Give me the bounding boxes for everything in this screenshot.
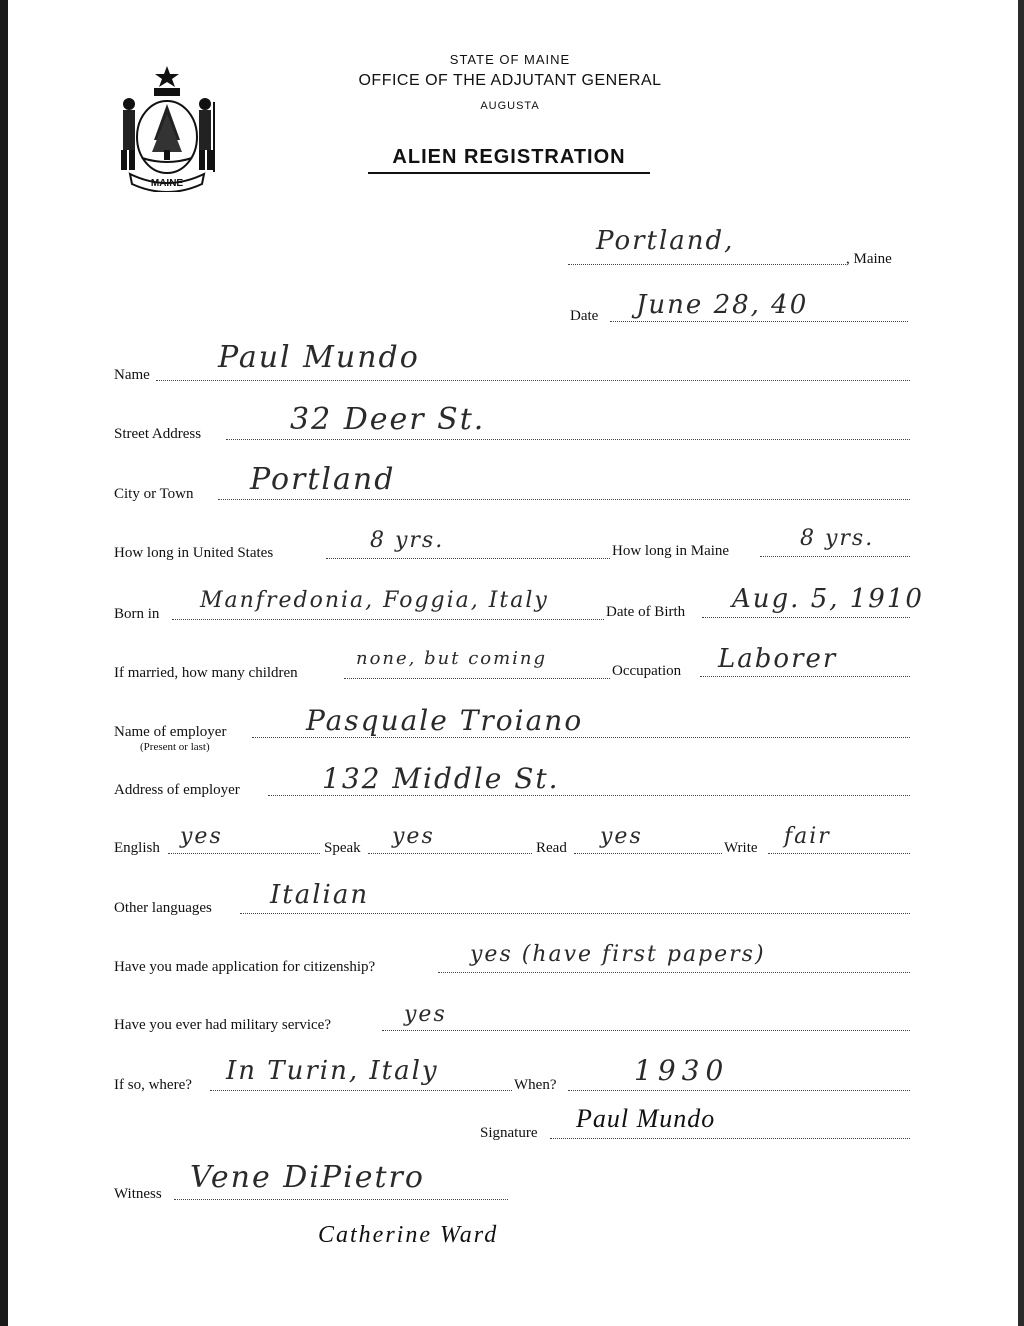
witness-label: Witness <box>114 1186 162 1202</box>
military-line <box>382 1030 910 1031</box>
date-line <box>610 321 908 322</box>
write-line <box>768 853 910 854</box>
form-title: ALIEN REGISTRATION <box>368 146 650 174</box>
born-line <box>172 619 604 620</box>
second-witness-value: Catherine Ward <box>318 1222 499 1248</box>
when-value: 1930 <box>634 1054 730 1087</box>
city-label: City or Town <box>114 486 194 502</box>
scan-edge-right <box>1018 0 1024 1326</box>
english-value: yes <box>180 824 223 849</box>
dob-line <box>702 617 910 618</box>
occupation-value: Laborer <box>718 644 838 674</box>
name-value: Paul Mundo <box>218 340 420 375</box>
dob-label: Date of Birth <box>606 604 686 620</box>
employer-sublabel: (Present or last) <box>140 741 210 753</box>
where-line <box>210 1090 512 1091</box>
children-value: none, but coming <box>356 648 548 669</box>
employer-value: Pasquale Troiano <box>306 704 584 737</box>
where-label: If so, where? <box>114 1077 192 1093</box>
citizenship-label: Have you made application for citizenship? <box>114 959 376 975</box>
street-label: Street Address <box>114 426 202 442</box>
maine-label: How long in Maine <box>612 543 730 559</box>
state-seal-icon <box>112 62 222 192</box>
maine-value: 8 yrs. <box>800 526 875 551</box>
born-label: Born in <box>114 606 160 622</box>
place-line <box>568 264 846 265</box>
signature-line <box>550 1138 910 1139</box>
street-line <box>226 439 910 440</box>
city-value: Portland <box>250 462 396 497</box>
born-value: Manfredonia, Foggia, Italy <box>200 588 549 613</box>
speak-label: Speak <box>324 840 361 856</box>
seal-text: MAINE <box>150 178 184 189</box>
employer-line <box>252 737 910 738</box>
english-line <box>168 853 320 854</box>
scan-edge-left <box>0 0 8 1326</box>
maine-line <box>760 556 910 557</box>
name-line <box>156 380 910 381</box>
when-line <box>568 1090 910 1091</box>
write-value: fair <box>784 824 831 849</box>
military-value: yes <box>404 1002 447 1027</box>
military-label: Have you ever had military service? <box>114 1017 331 1033</box>
us-value: 8 yrs. <box>370 528 445 553</box>
other-lang-label: Other languages <box>114 900 212 916</box>
read-value: yes <box>600 824 643 849</box>
speak-value: yes <box>392 824 435 849</box>
citizenship-value: yes (have first papers) <box>470 942 766 967</box>
city-heading: AUGUSTA <box>480 100 540 112</box>
children-line <box>344 678 610 679</box>
us-label: How long in United States <box>114 545 274 561</box>
where-value: In Turin, Italy <box>226 1056 439 1086</box>
english-label: English <box>114 840 160 856</box>
write-label: Write <box>724 840 758 856</box>
other-lang-value: Italian <box>270 880 370 910</box>
emp-addr-line <box>268 795 910 796</box>
read-line <box>574 853 722 854</box>
employer-label: Name of employer <box>114 724 227 740</box>
occupation-label: Occupation <box>612 663 682 679</box>
signature-value: Paul Mundo <box>576 1104 716 1133</box>
children-label: If married, how many children <box>114 665 298 681</box>
date-label: Date <box>570 308 599 324</box>
when-label: When? <box>514 1077 557 1093</box>
witness-line <box>174 1199 508 1200</box>
dob-value: Aug. 5, 1910 <box>732 584 924 614</box>
citizenship-line <box>438 972 910 973</box>
date-value: June 28, 40 <box>636 290 809 320</box>
occupation-line <box>700 676 910 677</box>
us-line <box>326 558 610 559</box>
emp-addr-label: Address of employer <box>114 782 240 798</box>
place-suffix: , Maine <box>846 251 892 267</box>
speak-line <box>368 853 532 854</box>
street-value: 32 Deer St. <box>290 402 486 437</box>
state-heading: STATE OF MAINE <box>449 52 571 67</box>
witness-value: Vene DiPietro <box>190 1160 425 1195</box>
office-heading: OFFICE OF THE ADJUTANT GENERAL <box>358 72 662 89</box>
place-value: Portland, <box>596 226 735 256</box>
city-line <box>218 499 910 500</box>
name-label: Name <box>114 367 150 383</box>
other-lang-line <box>240 913 910 914</box>
signature-label: Signature <box>480 1125 538 1141</box>
emp-addr-value: 132 Middle St. <box>322 762 560 795</box>
read-label: Read <box>536 840 567 856</box>
